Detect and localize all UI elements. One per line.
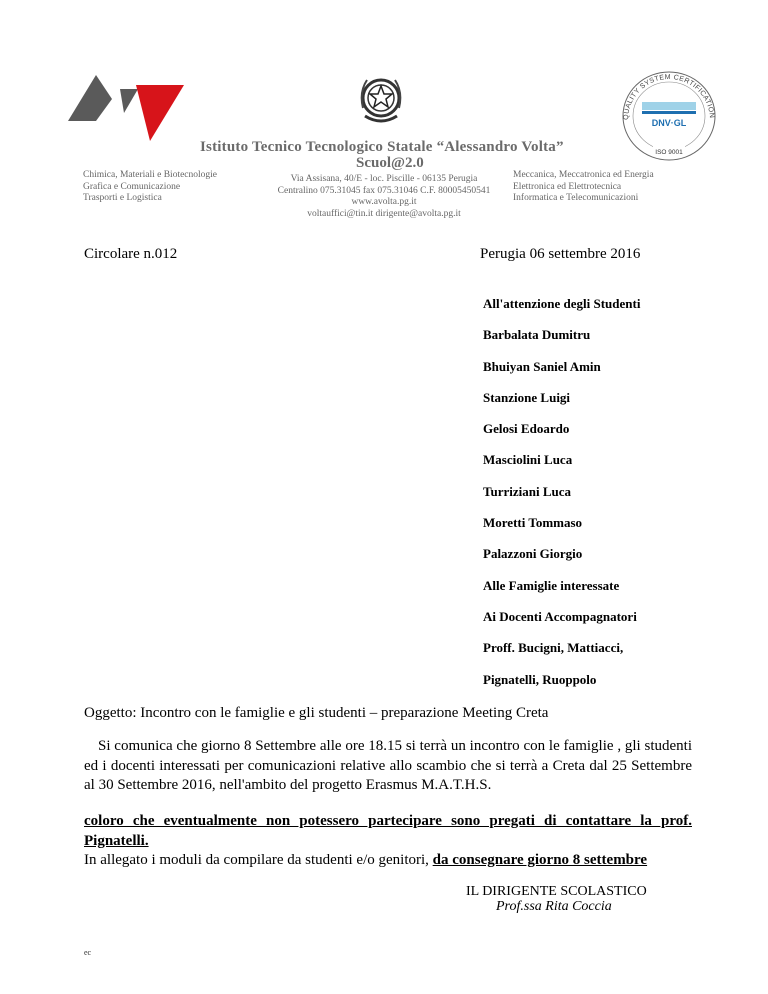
recipient-item: Turriziani Luca [483, 483, 572, 499]
attachments-text: In allegato i moduli da compilare da studenti e/o genitori, [84, 852, 433, 868]
place-date: Perugia 06 settembre 2016 [480, 246, 641, 262]
recipient-item: Pignatelli, Ruoppolo [483, 671, 597, 687]
department-item: Grafica e Comunicazione [83, 181, 181, 192]
department-item: Elettronica ed Elettrotecnica [513, 181, 622, 192]
recipient-item: Stanzione Luigi [483, 389, 571, 405]
recipient-item: Bhuiyan Saniel Amin [483, 358, 601, 374]
school-address [268, 174, 500, 220]
cert-standard: ISO 9001 [655, 149, 683, 156]
notice-paragraph: coloro che eventualmente non potessero partecipare sono pregati di contattare la prof. Pignatelli. [84, 813, 692, 849]
recipient-item: Ai Docenti Accompagnatori [483, 608, 637, 624]
signer-title: IL DIRIGENTE SCOLASTICO [466, 884, 647, 899]
body-paragraph: Si comunica che giorno 8 Settembre alle ore 18.15 si terrà un incontro con le famiglie , gli studenti ed i docenti interessati per comunicazioni relative allo scambio che si terrà a Creta dal 25 Settembre al 30 Settembre 2016, nell'ambito del progetto Erasmus M.A.T.H.S. [84, 738, 692, 793]
author-initials: ec [84, 948, 92, 957]
cert-brand: DNV·GL [651, 118, 687, 128]
departments-left [83, 170, 217, 205]
cert-ring-text: QUALITY SYSTEM CERTIFICATION [622, 73, 716, 121]
department-item: Meccanica, Meccatronica ed Energia [513, 170, 654, 180]
attachments-deadline: da consegnare giorno 8 settembre [432, 852, 648, 868]
school-name: Istituto Tecnico Tecnologico Statale “Alessandro Volta” [200, 139, 564, 155]
recipient-item: Gelosi Edoardo [483, 421, 570, 437]
recipient-item: Moretti Tommaso [483, 515, 583, 531]
recipient-heading: All'attenzione degli Studenti [483, 296, 641, 311]
email-line[interactable]: voltauffici@tin.it dirigente@avolta.pg.it [307, 208, 461, 219]
republic-emblem-icon [355, 72, 407, 130]
quality-certification-logo [608, 62, 730, 162]
phone-line: Centralino 075.31045 fax 075.31046 C.F. 80005450541 [277, 185, 491, 196]
school-logo [66, 75, 184, 141]
school-tagline: Scuol@2.0 [356, 155, 424, 171]
recipient-item: Alle Famiglie interessate [483, 577, 620, 593]
address-line: Via Assisana, 40/E - loc. Piscille - 06135 Perugia [290, 174, 478, 184]
recipients-list [483, 288, 640, 695]
recipient-item: Palazzoni Giorgio [483, 546, 583, 562]
departments-right [513, 170, 654, 205]
signer-name: Prof.ssa Rita Coccia [496, 899, 612, 914]
website-link[interactable]: www.avolta.pg.it [351, 197, 417, 207]
attachments-line [84, 852, 647, 869]
department-item: Trasporti e Logistica [83, 193, 162, 203]
recipient-item: Proff. Bucigni, Mattiacci, [483, 640, 624, 656]
department-item: Informatica e Telecomunicazioni [513, 193, 639, 203]
department-item: Chimica, Materiali e Biotecnologie [83, 170, 218, 180]
circular-number: Circolare n.012 [84, 246, 178, 262]
subject-line: Oggetto: Incontro con le famiglie e gli studenti – preparazione Meeting Creta [84, 705, 549, 721]
recipient-item: Barbalata Dumitru [483, 327, 591, 343]
recipient-item: Masciolini Luca [483, 452, 573, 468]
